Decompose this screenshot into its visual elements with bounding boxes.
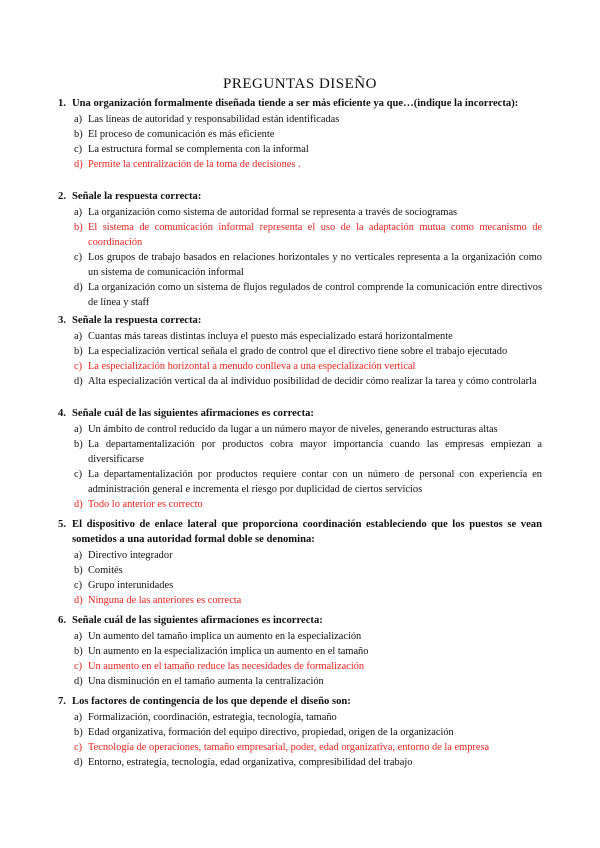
option-list bbox=[58, 205, 542, 310]
question-number: 1. bbox=[58, 98, 66, 109]
option-letter: d) bbox=[74, 376, 83, 387]
option-text: Entorno, estrategia, tecnología, edad organizativa, compresibilidad del trabajo bbox=[88, 757, 413, 768]
question-number: 4. bbox=[58, 408, 66, 419]
option bbox=[58, 467, 542, 497]
option-correct bbox=[58, 740, 542, 755]
option-correct bbox=[58, 157, 542, 172]
question-5 bbox=[58, 517, 542, 608]
option-text: Cuantas más tareas distintas incluya el puesto más especializado estará horizontalmente bbox=[88, 331, 453, 342]
option-correct bbox=[58, 359, 542, 374]
option-letter: d) bbox=[74, 159, 83, 170]
option-letter: c) bbox=[74, 252, 83, 263]
option bbox=[58, 250, 542, 280]
question-statement: Una organización formalmente diseñada tiende a ser más eficiente ya que…(indique la incorrecta): bbox=[72, 98, 519, 109]
option-letter: b) bbox=[74, 646, 83, 657]
option-letter: a) bbox=[74, 207, 83, 218]
question-text bbox=[58, 694, 542, 709]
question-number: 6. bbox=[58, 615, 66, 626]
option-text: Un aumento en el tamaño reduce las necesidades de formalización bbox=[88, 661, 365, 672]
option bbox=[58, 112, 542, 127]
option-text: Edad organizativa, formación del equipo directivo, propiedad, origen de la organización bbox=[88, 727, 454, 738]
option-text: Tecnología de operaciones, tamaño empresarial, poder, edad organizativa, entorno de la empresa bbox=[88, 742, 490, 753]
option-text: Comités bbox=[88, 565, 123, 576]
option-text: Ninguna de las anteriores es correcta bbox=[88, 595, 242, 606]
option-list bbox=[58, 329, 542, 389]
question-statement: Señale la respuesta correcta: bbox=[72, 191, 202, 202]
option bbox=[58, 710, 542, 725]
option bbox=[58, 578, 542, 593]
question-text bbox=[58, 613, 542, 628]
question-statement: El dispositivo de enlace lateral que proporciona coordinación estableciendo que los puestos se vean sometidos a una autoridad formal doble se denomina: bbox=[72, 519, 542, 545]
question-statement: Señale cuál de las siguientes afirmaciones es correcta: bbox=[72, 408, 314, 419]
option-text: La organización como sistema de autoridad formal se representa a través de sociogramas bbox=[88, 207, 458, 218]
option-text: Directivo integrador bbox=[88, 550, 173, 561]
question-4 bbox=[58, 406, 542, 512]
option-correct bbox=[58, 593, 542, 608]
option-letter: c) bbox=[74, 742, 83, 753]
option-letter: b) bbox=[74, 222, 83, 233]
option-text: La estructura formal se complementa con la informal bbox=[88, 144, 309, 155]
option-text: La especialización horizontal a menudo conlleva a una especialización vertical bbox=[88, 361, 416, 372]
option-letter: c) bbox=[74, 661, 83, 672]
option bbox=[58, 548, 542, 563]
question-number: 2. bbox=[58, 191, 66, 202]
option bbox=[58, 142, 542, 157]
option-text: La especialización vertical señala el grado de control que el directivo tiene sobre el trabajo ejecutado bbox=[88, 346, 508, 357]
option-list bbox=[58, 548, 542, 608]
question-text bbox=[58, 313, 542, 328]
option-correct bbox=[58, 220, 542, 250]
option-text: Un aumento en la especialización implica un aumento en el tamaño bbox=[88, 646, 369, 657]
option-letter: b) bbox=[74, 439, 83, 450]
option-letter: a) bbox=[74, 712, 83, 723]
option bbox=[58, 422, 542, 437]
option bbox=[58, 437, 542, 467]
option bbox=[58, 374, 542, 389]
option-letter: b) bbox=[74, 565, 83, 576]
question-7 bbox=[58, 694, 542, 770]
question-3 bbox=[58, 313, 542, 389]
option-list bbox=[58, 629, 542, 689]
option bbox=[58, 205, 542, 220]
option-text: La departamentalización por productos requiere contar con un número de personal con experiencia en administración general e incrementa el riesgo por duplicidad de ciertos servicios bbox=[88, 469, 542, 495]
option bbox=[58, 563, 542, 578]
option-text: La organización como un sistema de flujos regulados de control comprende la comunicación entre directivos de línea y staff bbox=[88, 282, 542, 308]
option-correct bbox=[58, 497, 542, 512]
option-text: Formalización, coordinación, estrategia, tecnología, tamaño bbox=[88, 712, 337, 723]
option-letter: d) bbox=[74, 676, 83, 687]
option-letter: c) bbox=[74, 144, 83, 155]
option-letter: a) bbox=[74, 114, 83, 125]
option-list bbox=[58, 710, 542, 770]
option-text: Las líneas de autoridad y responsabilidad están identificadas bbox=[88, 114, 340, 125]
option bbox=[58, 329, 542, 344]
option bbox=[58, 674, 542, 689]
option-letter: c) bbox=[74, 580, 83, 591]
question-statement: Señale la respuesta correcta: bbox=[72, 315, 202, 326]
option-list bbox=[58, 112, 542, 172]
option-letter: a) bbox=[74, 424, 83, 435]
question-6 bbox=[58, 613, 542, 689]
option bbox=[58, 755, 542, 770]
option bbox=[58, 280, 542, 310]
option-letter: c) bbox=[74, 469, 83, 480]
question-statement: Los factores de contingencia de los que depende el diseño son: bbox=[72, 696, 351, 707]
option-list bbox=[58, 422, 542, 512]
question-text bbox=[58, 517, 542, 547]
option-text: Un ámbito de control reducido da lugar a un número mayor de niveles, generando estructuras altas bbox=[88, 424, 498, 435]
option-text: Los grupos de trabajo basados en relaciones horizontales y no verticales representa a la organización como un sistema de comunicación informal bbox=[88, 252, 542, 278]
option-text: Grupo interunidades bbox=[88, 580, 174, 591]
option-letter: b) bbox=[74, 346, 83, 357]
option-letter: d) bbox=[74, 282, 83, 293]
option-letter: d) bbox=[74, 499, 83, 510]
option-letter: d) bbox=[74, 757, 83, 768]
option-letter: a) bbox=[74, 550, 83, 561]
question-text bbox=[58, 96, 542, 111]
question-statement: Señale cuál de las siguientes afirmaciones es incorrecta: bbox=[72, 615, 323, 626]
option-letter: d) bbox=[74, 595, 83, 606]
question-text bbox=[58, 189, 542, 204]
option bbox=[58, 344, 542, 359]
option bbox=[58, 725, 542, 740]
option-text: Una disminución en el tamaño aumenta la centralización bbox=[88, 676, 324, 687]
option-text: Un aumento del tamaño implica un aumento en la especialización bbox=[88, 631, 362, 642]
option-text: La departamentalización por productos cobra mayor importancia cuando las empresas empiezan a diversificarse bbox=[88, 439, 542, 465]
option bbox=[58, 644, 542, 659]
option-text: Alta especialización vertical da al individuo posibilidad de decidir cómo realizar la tarea y cómo controlarla bbox=[88, 376, 537, 387]
option-letter: b) bbox=[74, 727, 83, 738]
option-text: El sistema de comunicación informal representa el uso de la adaptación mutua como mecanismo de coordinación bbox=[88, 222, 542, 248]
question-2 bbox=[58, 189, 542, 310]
option-letter: c) bbox=[74, 361, 83, 372]
question-number: 7. bbox=[58, 696, 66, 707]
page-title: PREGUNTAS DISEÑO bbox=[223, 76, 377, 92]
option-letter: a) bbox=[74, 631, 83, 642]
question-text bbox=[58, 406, 542, 421]
question-1 bbox=[58, 96, 542, 172]
option-correct bbox=[58, 659, 542, 674]
option bbox=[58, 629, 542, 644]
question-number: 5. bbox=[58, 519, 66, 530]
question-number: 3. bbox=[58, 315, 66, 326]
option-text: El proceso de comunicación es más eficiente bbox=[88, 129, 275, 140]
option-letter: a) bbox=[74, 331, 83, 342]
option-text: Todo lo anterior es correcto bbox=[88, 499, 203, 510]
option bbox=[58, 127, 542, 142]
option-text: Permite la centralización de la toma de decisiones . bbox=[88, 159, 301, 170]
option-letter: b) bbox=[74, 129, 83, 140]
